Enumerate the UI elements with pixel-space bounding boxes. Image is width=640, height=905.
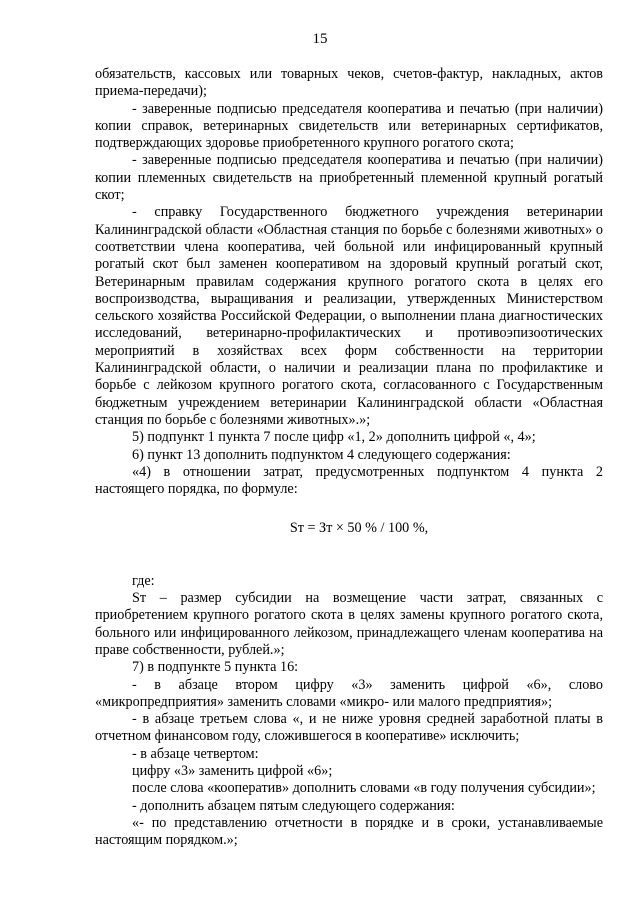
paragraph: Sт – размер субсидии на возмещение части затрат, связанных с приобретением крупного рогатого скота в целях замены крупного рогатого скота, больного или инфицированного лейкозом, принадлежащего членам кооператива на праве собственности, рублей.»; [95, 590, 603, 658]
page-number: 15 [312, 31, 328, 47]
paragraph: «4) в отношении затрат, предусмотренных подпунктом 4 пункта 2 настоящего порядка, по формуле: [95, 463, 603, 498]
paragraph: обязательств, кассовых или товарных чеков, счетов-фактур, накладных, актов приема-передачи); [95, 66, 603, 100]
paragraph: 7) в подпункте 5 пункта 16: [132, 659, 299, 676]
document-body [95, 66, 603, 849]
paragraph: - заверенные подписью председателя кооператива и печатью (при наличии) копии справок, ветеринарных свидетельств или ветеринарных сертификатов, подтверждающих здоровье приобретенного крупного рогатого скота; [95, 100, 603, 152]
paragraph: - заверенные подписью председателя кооператива и печатью (при наличии) копии племенных свидетельств на приобретенный племенной крупный рогатый скот; [95, 152, 603, 204]
formula: Sт = Зт × 50 % / 100 %, [289, 520, 429, 537]
paragraph: где: [132, 572, 155, 589]
paragraph: - справку Государственного бюджетного учреждения ветеринарии Калининградской области «Областная станция по борьбе с болезнями животных» о соответствии члена кооператива, чей больной или инфицированный крупный рогатый скот был заменен кооперативом на здоровый крупный рогатый скот, Ветеринарным правилам содержания крупного рогатого скота в целях его воспроизводства, выращивания и реализации, утвержденных Министерством сельского хозяйства Российской Федерации, о выполнении плана диагностических исследований, ветеринарно-профилактических и противоэпизоотических мероприятий в хозяйствах всех форм собственности на территории Калининградской области, о наличии и реализации плана по профилактике и борьбе с лейкозом крупного рогатого скота, согласованного с Государственным бюджетным учреждением ветеринарии Калининградской области «Областная станция по борьбе с болезнями животных».»; [95, 204, 603, 428]
paragraph: после слова «кооператив» дополнить словами «в году получения субсидии»; [132, 780, 596, 797]
paragraph: цифру «3» заменить цифрой «6»; [132, 762, 333, 779]
paragraph: - в абзаце втором цифру «3» заменить цифрой «6», слово «микропредприятия» заменить словами «микро- или малого предприятия»; [95, 676, 603, 710]
paragraph: - дополнить абзацем пятым следующего содержания: [132, 797, 455, 814]
paragraph: - в абзаце третьем слова «, и не ниже уровня средней заработной платы в отчетном финансовом году, сложившегося в кооперативе» исключить; [95, 711, 603, 745]
paragraph: 5) подпункт 1 пункта 7 после цифр «1, 2» дополнить цифрой «, 4»; [132, 429, 536, 446]
paragraph: 6) пункт 13 дополнить подпунктом 4 следующего содержания: [132, 446, 511, 463]
paragraph: - в абзаце четвертом: [132, 745, 259, 762]
paragraph: «- по представлению отчетности в порядке и в сроки, устанавливаемые настоящим порядком.»; [95, 814, 603, 849]
